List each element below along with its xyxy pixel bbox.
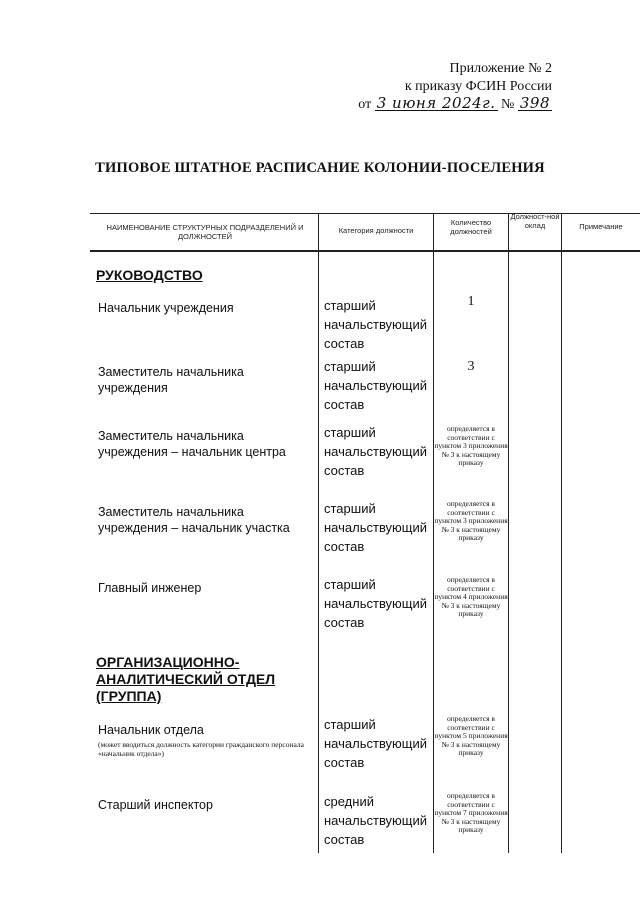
appendix-line-1: Приложение № 2 [449,61,552,76]
table-row-category: старший начальствующий состав [324,359,428,412]
table-row-quantity: определяется в соответствии с пунктом 5 приложения № 3 к настоящему приказу [434,714,508,757]
column-divider-1 [318,213,319,853]
table-row-quantity: определяется в соответствии с пунктом 4 приложения № 3 к настоящему приказу [434,575,508,618]
table-row-category: старший начальствующий состав [324,577,428,630]
table-row-position: Заместитель начальника учреждения [98,365,244,395]
table-row-quantity: определяется в соответствии с пунктом 3 приложения № 3 к настоящему приказу [434,424,508,467]
header-bottom-border [90,250,640,252]
column-divider-4 [561,213,562,853]
column-header-category: Категория должности [338,226,414,235]
number-label: № [501,97,515,112]
from-label: от [358,97,372,112]
position-note: (может вводиться должность категории гражданского персонала «начальник отдела») [98,740,304,758]
appendix-header [358,60,552,114]
section-title-management: РУКОВОДСТВО [96,267,203,283]
position-name: Начальник отдела [98,723,204,737]
table-row-category: старший начальствующий состав [324,501,428,554]
table-row-quantity: 3 [467,359,475,374]
column-header-note: Примечание [579,222,623,231]
table-row-position: Главный инженер [98,581,202,595]
table-row-position: Заместитель начальника учреждения – начальник участка [98,505,290,535]
table-row-position: Начальник учреждения [98,301,234,315]
document-title: ТИПОВОЕ ШТАТНОЕ РАСПИСАНИЕ КОЛОНИИ-ПОСЕЛЕНИЯ [95,160,545,176]
handwritten-number: 398 [519,94,550,112]
column-header-quantity: Количество должностей [450,218,492,236]
table-row-position: Старший инспектор [98,798,213,812]
appendix-line-3 [358,96,552,114]
column-header-salary: Должност-ной оклад [510,212,560,230]
table-row-position: Заместитель начальника учреждения – начальник центра [98,429,286,459]
column-header-name: НАИМЕНОВАНИЕ СТРУКТУРНЫХ ПОДРАЗДЕЛЕНИЙ И ДОЛЖНОСТЕЙ [106,223,304,241]
handwritten-date: 3 июня 2024г. [376,94,496,112]
table-row-category: старший начальствующий состав [324,425,428,478]
table-row-quantity: 1 [467,294,475,309]
table-row-quantity: определяется в соответствии с пунктом 7 приложения № 3 к настоящему приказу [434,791,508,834]
table-row-category: старший начальствующий состав [324,717,428,770]
table-row-quantity: определяется в соответствии с пунктом 3 приложения № 3 к настоящему приказу [434,499,508,542]
table-row-category: старший начальствующий состав [324,298,428,351]
section-title-org-analytic: ОРГАНИЗАЦИОННО-АНАЛИТИЧЕСКИЙ ОТДЕЛ (ГРУППА) [96,654,276,704]
table-row-position [98,722,313,758]
table-row-category: средний начальствующий состав [324,794,428,847]
appendix-line-2: к приказу ФСИН России [404,79,552,94]
column-divider-3 [508,213,509,853]
